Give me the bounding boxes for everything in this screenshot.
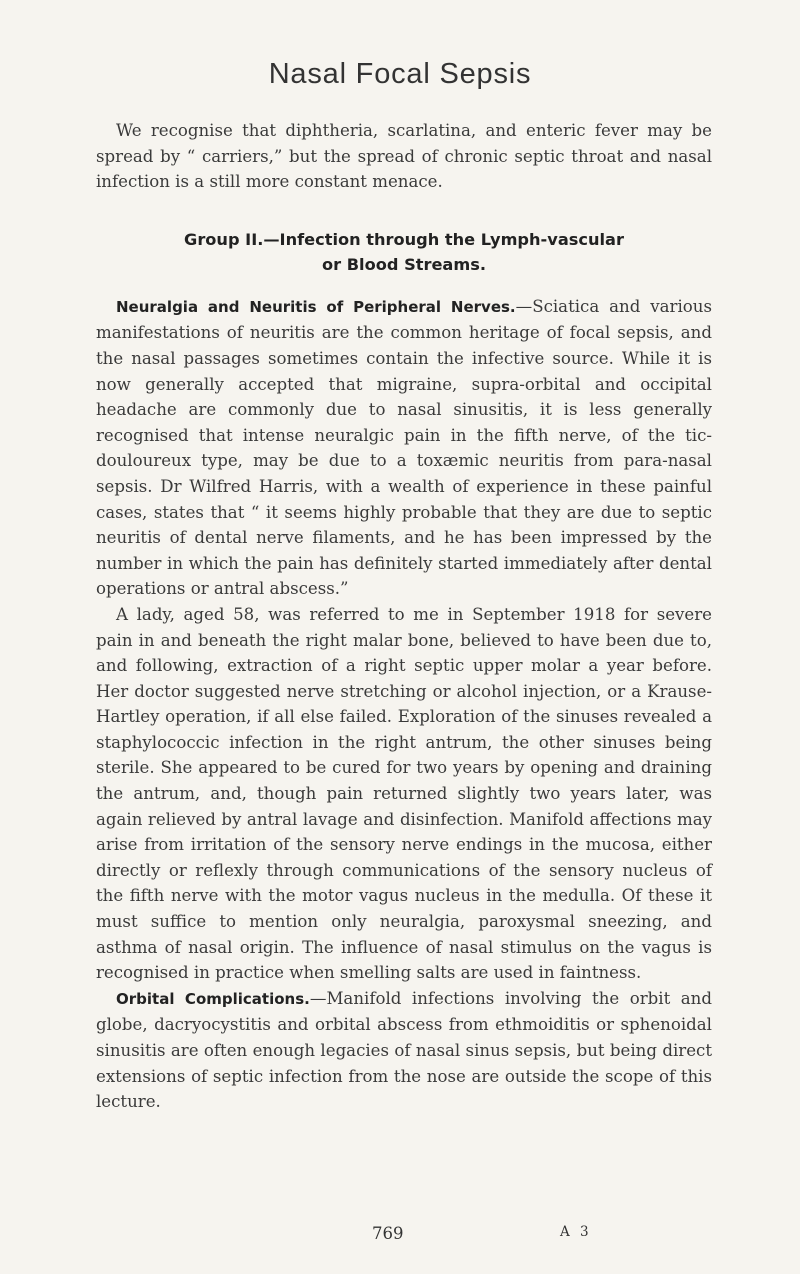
running-head: Nasal Focal Sepsis <box>268 58 532 90</box>
orbital-run-in-heading: Orbital Complications. <box>116 989 310 1008</box>
section-heading <box>96 227 712 277</box>
page-footer <box>0 1224 800 1254</box>
orbital-text: —Manifold infections involving the orbit and globe, dacryocystitis and orbital abscess from ethmoiditis or sphenoidal sinusitis are often enough legacies of nasal sinus sepsis, but being direct extensions of septic infection from the nose are outside the scope of this lecture. <box>96 988 712 1112</box>
section-heading-line-2: or Blood Streams. <box>321 254 487 274</box>
neuralgia-paragraph <box>96 294 712 602</box>
section-heading-line-1: Group II.—Infection through the Lymph-vascular <box>184 229 624 249</box>
signature-mark: A 3 <box>560 1224 592 1240</box>
page-number: 769 <box>372 1224 404 1243</box>
case-paragraph: A lady, aged 58, was referred to me in September 1918 for severe pain in and beneath the right malar bone, believed to have been due to, and following, extraction of a right septic upper molar a year before. Her doctor suggested nerve stretching or alcohol injection, or a Krause-Hartley operation, if all else failed. Exploration of the sinuses revealed a staphylococcic infection in the right antrum, the other sinuses being sterile. She appeared to be cured for two years by opening and draining the antrum, and, though pain returned slightly two years later, was again relieved by antral lavage and disinfection. Manifold affections may arise from irritation of the sensory nerve endings in the mucosa, either directly or reflexly through communications of the sensory nucleus of the fifth nerve with the motor vagus nucleus in the medulla. Of these it must suffice to mention only neuralgia, paroxysmal sneezing, and asthma of nasal origin. The influence of nasal stimulus on the vagus is recognised in practice when smelling salts are used in faintness. <box>96 604 712 983</box>
neuralgia-run-in-heading: Neuralgia and Neuritis of Peripheral Nerves. <box>116 297 516 316</box>
neuralgia-text: —Sciatica and various manifestations of neuritis are the common heritage of focal sepsis, and the nasal passages sometimes contain the infective source. While it is now generally accepted that migraine, supra-orbital and occipital headache are commonly due to nasal sinusitis, it is less generally recognised that intense neuralgic pain in the fifth nerve, of the tic-douloureux type, may be due to a toxæmic neuritis from para-nasal sepsis. Dr Wilfred Harris, with a wealth of experience in these painful cases, states that “ it seems highly probable that they are due to septic neuritis of dental nerve filaments, and he has been impressed by the number in which the pain has definitely started immediately after dental operations or antral abscess.” <box>96 296 712 599</box>
orbital-paragraph <box>96 986 712 1115</box>
intro-paragraph: We recognise that diphtheria, scarlatina, and enteric fever may be spread by “ carriers,” but the spread of chronic septic throat and nasal infection is a still more constant menace. <box>96 121 712 192</box>
body-text <box>96 118 712 1115</box>
